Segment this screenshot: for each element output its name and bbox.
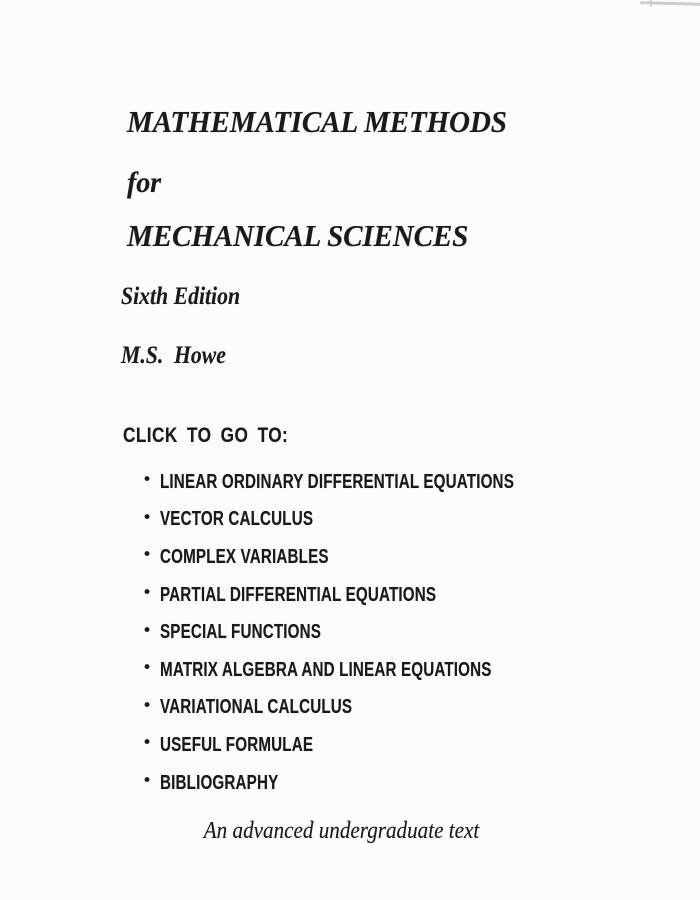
toc-item-label: LINEAR ORDINARY DIFFERENTIAL EQUATIONS xyxy=(160,470,514,493)
toc-item-label: MATRIX ALGEBRA AND LINEAR EQUATIONS xyxy=(160,658,492,681)
toc-item-special-functions[interactable] xyxy=(142,613,626,651)
bullet-icon: • xyxy=(142,583,153,604)
toc-item-label: USEFUL FORMULAE xyxy=(160,733,314,756)
toc-item-complex-variables[interactable] xyxy=(142,538,626,576)
toc-item-label: VARIATIONAL CALCULUS xyxy=(160,696,353,719)
book-title-line3-text: MECHANICAL SCIENCES xyxy=(127,218,469,253)
toc-item-bibliography[interactable] xyxy=(142,764,626,802)
toc-item-variational-calculus[interactable] xyxy=(142,689,626,727)
bullet-icon: • xyxy=(142,545,153,566)
bullet-icon: • xyxy=(142,733,153,754)
author-name xyxy=(121,342,242,370)
scan-artifact-line xyxy=(640,1,700,6)
book-title-line2-text: for xyxy=(127,166,161,199)
footer-note-text: An advanced undergraduate text xyxy=(203,818,480,844)
bullet-icon: • xyxy=(142,620,153,641)
bullet-icon: • xyxy=(142,507,153,528)
bullet-icon: • xyxy=(142,695,153,716)
toc-item-useful-formulae[interactable] xyxy=(142,726,626,764)
author-text: M.S. Howe xyxy=(121,342,226,369)
toc-item-vector-calculus[interactable] xyxy=(142,501,626,539)
bullet-icon: • xyxy=(142,658,153,679)
toc-item-matrix-algebra[interactable] xyxy=(142,651,626,689)
toc-item-label: VECTOR CALCULUS xyxy=(160,508,314,531)
scan-artifact-tick xyxy=(650,0,652,7)
toc-item-partial-differential-equations[interactable] xyxy=(142,576,626,614)
book-title-line2 xyxy=(127,166,163,199)
toc-item-label: SPECIAL FUNCTIONS xyxy=(160,621,322,644)
toc-heading xyxy=(123,423,324,448)
book-title-line1-text: MATHEMATICAL METHODS xyxy=(127,104,507,139)
edition-text: Sixth Edition xyxy=(121,283,241,310)
bullet-icon: • xyxy=(142,470,153,491)
toc-item-label: BIBLIOGRAPHY xyxy=(160,771,279,794)
toc-item-label: PARTIAL DIFFERENTIAL EQUATIONS xyxy=(160,583,437,606)
toc-list xyxy=(142,463,626,801)
book-title-line3 xyxy=(127,219,490,252)
bullet-icon: • xyxy=(142,771,153,792)
toc-item-linear-odes[interactable] xyxy=(142,463,626,501)
toc-heading-text: CLICK TO GO TO: xyxy=(123,424,289,447)
toc-item-label: COMPLEX VARIABLES xyxy=(160,545,329,568)
book-title-line1 xyxy=(127,105,531,138)
footer-note xyxy=(0,817,683,845)
edition-label xyxy=(121,283,258,311)
